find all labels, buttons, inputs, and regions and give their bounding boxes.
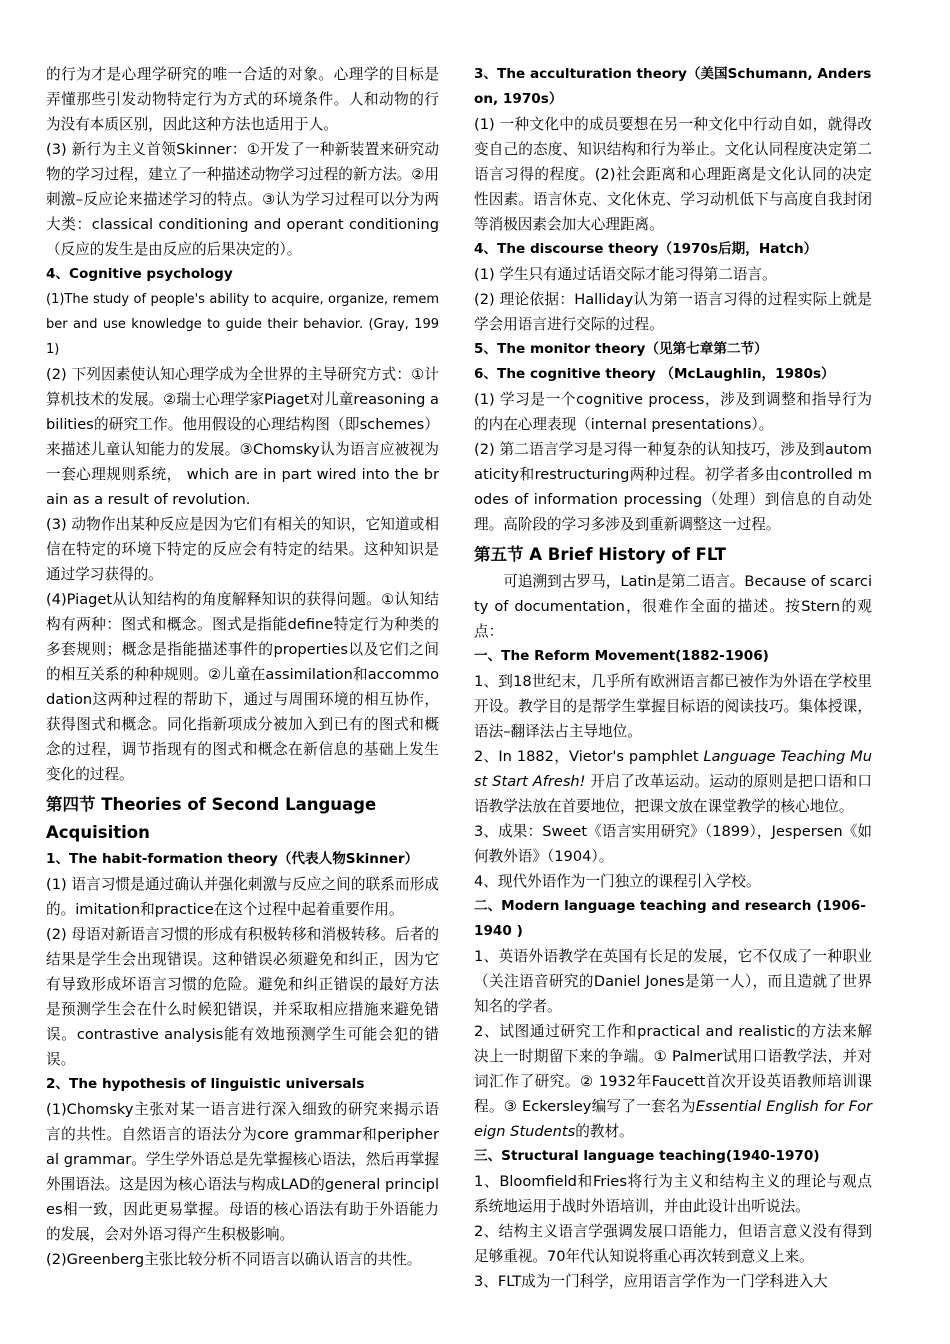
paragraph: (4)Piaget从认知结构的角度解释知识的获得问题。①认知结构有两种：图式和概念。图式是指能define特定行为种类的多套规则；概念是指能描述事件的properties以及它们之间的相互关系的种种规则。②儿童在assimilation和accommodation这两种过程的帮助下，通过与周围环境的相互协作，获得图式和概念。同化指新项成分被加入到已有的图式和概念的过程，调节指现有的图式和概念在新信息的基础上发生变化的过程。 — [46, 591, 439, 783]
subsection-heading: 4、The discourse theory（1970s后期，Hatch） — [474, 241, 818, 257]
paragraph: 3、FLT成为一门科学，应用语言学作为一门学科进入大 — [474, 1273, 828, 1290]
paragraph: 4、现代外语作为一门独立的课程引入学校。 — [474, 873, 761, 890]
section-heading: 第四节 Theories of Second Language Acquisition — [46, 795, 377, 842]
book-title: Language Teaching Must Start Afresh! — [474, 748, 872, 790]
paragraph: (2)Greenberg主张比较分析不同语言以确认语言的共性。 — [46, 1251, 422, 1268]
paragraph: 1、Bloomfield和Fries将行为主义和结构主义的理论与观点系统地运用于战时外语培训，并由此设计出听说法。 — [474, 1173, 872, 1215]
paragraph: (1) 学生只有通过话语交际才能习得第二语言。 — [474, 266, 777, 283]
paragraph: (2) 下列因素使认知心理学成为全世界的主导研究方式：①计算机技术的发展。②瑞士心理学家Piaget对儿童reasoning abilities的研究工作。他用假设的心理结构图（即schemes）来描述儿童认知能力的发展。③Chomsky认为语言应被视为一套心理规则系统， which are in part wired into the brain as a result of revolution. — [46, 366, 439, 508]
subsection-heading: 2、The hypothesis of linguistic universals — [46, 1076, 365, 1092]
subsection-heading: 三、Structural language teaching(1940-1970) — [474, 1148, 820, 1164]
paragraph-text: 的教材。 — [575, 1123, 634, 1140]
paragraph: (2) 母语对新语言习惯的形成有积极转移和消极转移。后者的结果是学生会出现错误。这种错误必须避免和纠正，因为它有导致形成坏语言习惯的危险。避免和纠正错误的最好方法是预测学生会在什么时候犯错误，并采取相应措施来避免错误。contrastive analysis能有效地预测学生可能会犯的错误。 — [46, 926, 439, 1068]
subsection-heading: 6、The cognitive theory （McLaughlin，1980s） — [474, 366, 835, 382]
paragraph-text: 2、试图通过研究工作和practical and realistic的方法来解决上一时期留下来的争端。① Palmer试用口语教学法，并对词汇作了研究。② 1932年Faucett首次开设英语教师培训课程。③ Eckersley编写了一套名为 — [474, 1023, 872, 1115]
paragraph: 2、结构主义语言学强调发展口语能力，但语言意义没有得到足够重视。70年代认知说将重心再次转到意义上来。 — [474, 1223, 872, 1265]
paragraph: 可追溯到古罗马，Latin是第二语言。Because of scarcity of documentation，很难作全面的描述。按Stern的观点： — [474, 573, 872, 640]
paragraph: (2) 理论依据：Halliday认为第一语言习得的过程实际上就是学会用语言进行交际的过程。 — [474, 291, 872, 333]
subsection-heading: 一、The Reform Movement(1882-1906) — [474, 648, 769, 664]
paragraph: (1) 一种文化中的成员要想在另一种文化中行动自如，就得改变自己的态度、知识结构和行为举止。文化认同程度决定第二语言习得的程度。(2)社会距离和心理距离是文化认同的决定性因素。语言休克、文化休克、学习动机低下与高度自我封闭等消极因素会加大心理距离。 — [474, 116, 872, 233]
paragraph: (1) 语言习惯是通过确认并强化刺激与反应之间的联系而形成的。imitation和practice在这个过程中起着重要作用。 — [46, 876, 439, 918]
paragraph: (3) 新行为主义首领Skinner：①开发了一种新装置来研究动物的学习过程，建立了一种描述动物学习过程的新方法。②用刺激–反应论来描述学习的特点。③认为学习过程可以分为两大类：classical conditioning and operant conditioning（反应的发生是由反应的后果决定的）。 — [46, 141, 439, 258]
subsection-heading: 3、The acculturation theory（美国Schumann, Anderson, 1970s） — [474, 66, 872, 107]
book-title: Essential English for Foreign Students — [474, 1098, 872, 1140]
subsection-heading: 二、Modern language teaching and research (1906-1940 ) — [474, 898, 866, 939]
paragraph — [474, 1019, 872, 1144]
paragraph: (1) 学习是一个cognitive process，涉及到调整和指导行为的内在心理表现（internal presentations）。 — [474, 391, 872, 433]
subsection-heading: 1、The habit-formation theory（代表人物Skinner） — [46, 851, 419, 867]
left-column — [46, 62, 439, 1272]
section-heading: 第五节 A Brief History of FLT — [474, 545, 726, 564]
paragraph — [474, 744, 872, 819]
paragraph: 3、成果：Sweet《语言实用研究》（1899），Jespersen《如何教外语》（1904）。 — [474, 823, 872, 865]
paragraph: (1)The study of people's ability to acquire, organize, remember and use knowledge to guide their behavior. (Gray, 1991) — [46, 292, 439, 357]
paragraph: (2) 第二语言学习是习得一种复杂的认知技巧，涉及到automaticity和restructuring两种过程。初学者多由controlled modes of information processing（处理）到信息的自动处理。高阶段的学习多涉及到重新调整这一过程。 — [474, 441, 872, 533]
right-column — [474, 62, 872, 1294]
subsection-heading: 4、Cognitive psychology — [46, 266, 233, 282]
paragraph-text: 开启了改革运动。运动的原则是把口语和口语教学法放在首要地位，把课文放在课堂教学的核心地位。 — [474, 773, 872, 815]
subsection-heading: 5、The monitor theory（见第七章第二节） — [474, 341, 768, 357]
paragraph: 的行为才是心理学研究的唯一合适的对象。心理学的目标是弄懂那些引发动物特定行为方式的环境条件。人和动物的行为没有本质区别，因此这种方法也适用于人。 — [46, 66, 439, 133]
paragraph: (1)Chomsky主张对某一语言进行深入细致的研究来揭示语言的共性。自然语言的语法分为core grammar和peripheral grammar。学生学外语总是先掌握核心语法，然后再掌握外围语法。这是因为核心语法与构成LAD的general principles相一致，因此更易掌握。母语的核心语法有助于外语能力的发展，会对外语习得产生积极影响。 — [46, 1101, 439, 1243]
paragraph: 1、英语外语教学在英国有长足的发展，它不仅成了一种职业（关注语音研究的Daniel Jones是第一人），而且造就了世界知名的学者。 — [474, 948, 872, 1015]
paragraph: (3) 动物作出某种反应是因为它们有相关的知识，它知道或相信在特定的环境下特定的反应会有特定的结果。这种知识是通过学习获得的。 — [46, 516, 439, 583]
paragraph-text: 2、In 1882，Vietor's pamphlet — [474, 748, 704, 765]
paragraph: 1、到18世纪末，几乎所有欧洲语言都已被作为外语在学校里开设。教学目的是帮学生掌握目标语的阅读技巧。集体授课，语法–翻译法占主导地位。 — [474, 673, 872, 740]
